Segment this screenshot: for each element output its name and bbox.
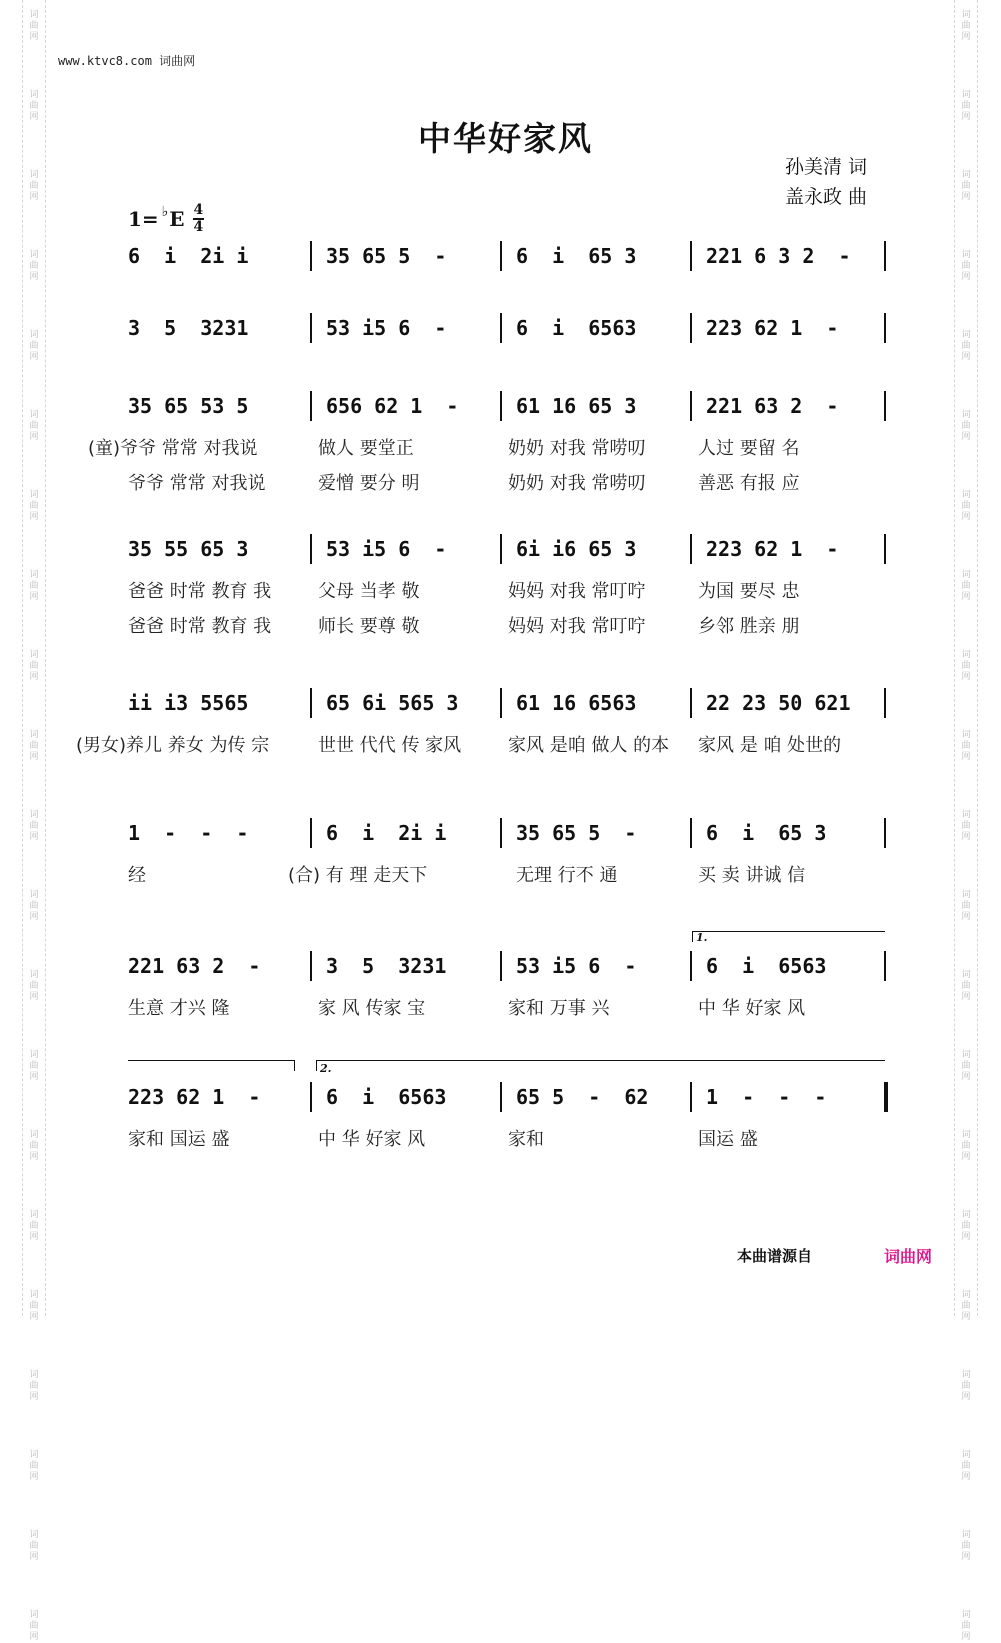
measure: 6 i 2i i <box>128 244 249 268</box>
lyric-line: 无理 行不 通 <box>516 865 618 886</box>
lyric-line: 爸爸 时常 教育 我 <box>128 581 272 602</box>
volta-label: 2. <box>320 1062 332 1075</box>
watermark-text: 词 曲 网 <box>29 890 39 922</box>
time-signature: 4 4 <box>193 202 204 235</box>
watermark-text: 词 曲 网 <box>29 1050 39 1082</box>
measure: 61 16 65 3 <box>516 394 637 418</box>
bar-line <box>310 818 312 848</box>
lyric-line: 师长 要尊 敬 <box>318 616 420 637</box>
watermark-text: 词 曲 网 <box>961 90 971 122</box>
measure: 6 i 6563 <box>326 1085 447 1109</box>
lyric-line: 经 <box>128 865 146 886</box>
measure: 35 65 5 - <box>516 821 637 845</box>
watermark-text: 词 曲 网 <box>961 1210 971 1242</box>
measure: 65 6i 565 3 <box>326 691 459 715</box>
measure: 223 62 1 - <box>128 1085 261 1109</box>
bar-line <box>690 818 692 848</box>
bar-line <box>310 391 312 421</box>
measure: 1 - - - <box>128 821 249 845</box>
left-watermark-strip <box>22 0 46 1642</box>
watermark-text: 词 曲 网 <box>29 1130 39 1162</box>
watermark-text: 词 曲 网 <box>961 970 971 1002</box>
watermark-text: 词 曲 网 <box>29 1450 39 1482</box>
measure: 3 5 3231 <box>128 316 249 340</box>
lyric-line: 人过 要留 名 <box>698 438 800 459</box>
measure: ii i3 5565 <box>128 691 249 715</box>
watermark-text: 词 曲 网 <box>961 1050 971 1082</box>
watermark-text: 词 曲 网 <box>961 1370 971 1402</box>
measure: 6 i 6563 <box>706 954 827 978</box>
lyric-line: 做人 要堂正 <box>318 438 414 459</box>
bar-line <box>310 534 312 564</box>
watermark-text: 词 曲 网 <box>29 170 39 202</box>
measure: 53 i5 6 - <box>326 316 447 340</box>
measure: 6 i 2i i <box>326 821 447 845</box>
lyric-line: 家和 万事 兴 <box>508 998 610 1019</box>
lyric-line: 生意 才兴 隆 <box>128 998 230 1019</box>
bar-line <box>690 241 692 271</box>
measure: 223 62 1 - <box>706 537 839 561</box>
lyric-line: 爸爸 时常 教育 我 <box>128 616 272 637</box>
lyric-line: 善恶 有报 应 <box>698 473 800 494</box>
watermark-text: 词 曲 网 <box>29 410 39 442</box>
bar-line <box>884 241 886 271</box>
watermark-text: 词 曲 网 <box>29 490 39 522</box>
watermark-text: 词 曲 网 <box>29 10 39 42</box>
bar-line <box>500 241 502 271</box>
bar-line <box>500 1082 502 1112</box>
watermark-text: 词 曲 网 <box>29 90 39 122</box>
source-label: 本曲谱源自 <box>737 1247 813 1265</box>
lyric-line: 爷爷 常常 对我说 <box>128 473 266 494</box>
bar-line <box>690 951 692 981</box>
bar-line <box>310 241 312 271</box>
volta-bracket <box>316 1060 885 1071</box>
lyric-line: 中 华 好家 风 <box>318 1129 426 1150</box>
measure: 221 63 2 - <box>706 394 839 418</box>
lyric-line: 中 华 好家 风 <box>698 998 806 1019</box>
measure: 223 62 1 - <box>706 316 839 340</box>
lyric-line: (男女)养儿 养女 为传 宗 <box>76 735 270 756</box>
watermark-text: 词 曲 网 <box>961 730 971 762</box>
watermark-text: 词 曲 网 <box>29 1210 39 1242</box>
volta-label: 1. <box>696 931 708 944</box>
bar-line <box>690 391 692 421</box>
watermark-text: 词 曲 网 <box>961 650 971 682</box>
bar-line <box>310 951 312 981</box>
bar-line <box>500 688 502 718</box>
measure: 53 i5 6 - <box>326 537 447 561</box>
lyric-line: (合) 有 理 走天下 <box>288 865 428 886</box>
measure: 35 55 65 3 <box>128 537 249 561</box>
watermark-text: 词 曲 网 <box>961 1130 971 1162</box>
measure: 221 63 2 - <box>128 954 261 978</box>
measure: 6 i 6563 <box>516 316 637 340</box>
watermark-text: 词 曲 网 <box>961 250 971 282</box>
lyric-line: 奶奶 对我 常唠叨 <box>508 473 646 494</box>
watermark-text: 词 曲 网 <box>29 1290 39 1322</box>
bar-line <box>500 951 502 981</box>
measure: 35 65 5 - <box>326 244 447 268</box>
watermark-text: 词 曲 网 <box>961 890 971 922</box>
lyric-line: 家和 国运 盛 <box>128 1129 230 1150</box>
measure: 35 65 53 5 <box>128 394 249 418</box>
volta-bracket <box>692 931 885 942</box>
watermark-text: 词 曲 网 <box>29 570 39 602</box>
lyric-line: 家风 是咱 做人 的本 <box>508 735 670 756</box>
measure: 65 5 - 62 <box>516 1085 649 1109</box>
watermark-text: 词 曲 网 <box>29 650 39 682</box>
lyric-line: 为国 要尽 忠 <box>698 581 800 602</box>
bar-line <box>884 313 886 343</box>
bar-line <box>500 818 502 848</box>
bar-line <box>690 688 692 718</box>
bar-line <box>690 534 692 564</box>
lyric-line: 国运 盛 <box>698 1129 758 1150</box>
bar-line <box>310 688 312 718</box>
watermark-text: 词 曲 网 <box>29 250 39 282</box>
lyric-line: 乡邻 胜亲 朋 <box>698 616 800 637</box>
measure: 53 i5 6 - <box>516 954 637 978</box>
bar-line <box>884 1082 888 1112</box>
brand-logo-text[interactable]: 词曲网 <box>884 1247 933 1266</box>
watermark-text: 词 曲 网 <box>29 970 39 1002</box>
watermark-text: 词 曲 网 <box>29 330 39 362</box>
key-signature: 1= ♭ E 4 4 <box>128 202 204 235</box>
watermark-text: 词 曲 网 <box>961 570 971 602</box>
bar-line <box>884 951 886 981</box>
watermark-text: 词 曲 网 <box>29 1610 39 1642</box>
bar-line <box>884 818 886 848</box>
watermark-text: 词 曲 网 <box>961 10 971 42</box>
song-title: 中华好家风 <box>418 119 593 158</box>
lyric-line: 买 卖 讲诚 信 <box>698 865 806 886</box>
measure: 6i i6 65 3 <box>516 537 637 561</box>
measure: 656 62 1 - <box>326 394 459 418</box>
watermark-text: 词 曲 网 <box>29 1370 39 1402</box>
watermark-text: 词 曲 网 <box>961 170 971 202</box>
watermark-text: 词 曲 网 <box>961 1530 971 1562</box>
watermark-text: 词 曲 网 <box>961 810 971 842</box>
lyricist-credit: 孙美清 词 <box>785 156 868 178</box>
lyric-line: 家风 是 咱 处世的 <box>698 735 842 756</box>
lyric-line: (童)爷爷 常常 对我说 <box>88 438 258 459</box>
bar-line <box>690 313 692 343</box>
watermark-text: 词 曲 网 <box>961 1610 971 1642</box>
watermark-text: 词 曲 网 <box>29 810 39 842</box>
measure: 6 i 65 3 <box>706 821 827 845</box>
volta-bracket <box>128 1060 295 1071</box>
watermark-text: 词 曲 网 <box>961 410 971 442</box>
bar-line <box>884 534 886 564</box>
lyric-line: 妈妈 对我 常叮咛 <box>508 616 646 637</box>
watermark-text: 词 曲 网 <box>29 1530 39 1562</box>
measure: 3 5 3231 <box>326 954 447 978</box>
measure: 22 23 50 621 <box>706 691 851 715</box>
watermark-text: 词 曲 网 <box>29 730 39 762</box>
watermark-text: 词 曲 网 <box>961 1290 971 1322</box>
measure: 6 i 65 3 <box>516 244 637 268</box>
watermark-text: 词 曲 网 <box>961 1450 971 1482</box>
measure: 1 - - - <box>706 1085 827 1109</box>
bar-line <box>690 1082 692 1112</box>
lyric-line: 家和 <box>508 1129 544 1150</box>
composer-credit: 盖永政 曲 <box>785 186 868 208</box>
bar-line <box>884 688 886 718</box>
lyric-line: 爱憎 要分 明 <box>318 473 420 494</box>
bar-line <box>884 391 886 421</box>
measure: 61 16 6563 <box>516 691 637 715</box>
measure: 221 6 3 2 - <box>706 244 851 268</box>
watermark-text: 词 曲 网 <box>961 490 971 522</box>
right-watermark-strip <box>954 0 978 1642</box>
lyric-line: 奶奶 对我 常唠叨 <box>508 438 646 459</box>
bar-line <box>500 391 502 421</box>
bar-line <box>500 534 502 564</box>
bar-line <box>310 313 312 343</box>
site-label[interactable]: www.ktvc8.com 词曲网 <box>58 54 196 68</box>
lyric-line: 妈妈 对我 常叮咛 <box>508 581 646 602</box>
bar-line <box>310 1082 312 1112</box>
lyric-line: 父母 当孝 敬 <box>318 581 420 602</box>
bar-line <box>500 313 502 343</box>
lyric-line: 家 风 传家 宝 <box>318 998 426 1019</box>
lyric-line: 世世 代代 传 家风 <box>318 735 462 756</box>
watermark-text: 词 曲 网 <box>961 330 971 362</box>
